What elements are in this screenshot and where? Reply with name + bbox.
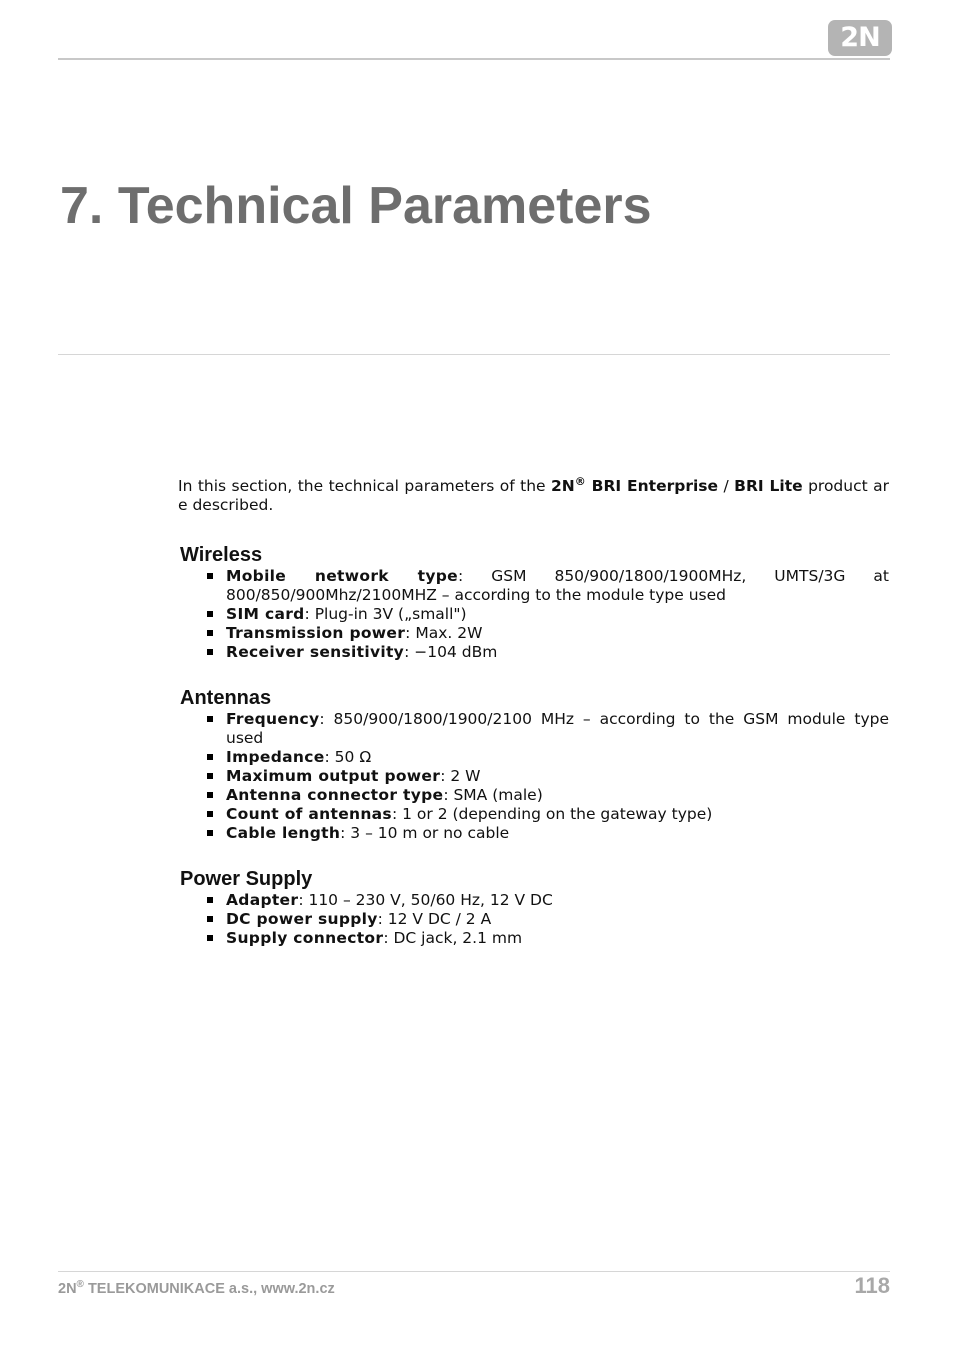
heading-wireless: Wireless [180, 544, 263, 566]
list-item [226, 767, 889, 786]
param-value: : 1 or 2 (depending on the gateway type) [391, 805, 713, 823]
param-value: : 3 – 10 m or no cable [340, 824, 510, 842]
param-name: DC power supply [226, 910, 378, 928]
footer-rule [58, 1271, 890, 1272]
param-value: : Plug-in 3V („small") [304, 605, 467, 623]
param-name: Impedance [226, 748, 325, 766]
list-item [226, 929, 889, 948]
param-name: Maximum output power [226, 767, 441, 785]
list-item [226, 824, 889, 843]
list-item [226, 786, 889, 805]
param-value: : DC jack, 2.1 mm [383, 929, 523, 947]
footer-registered-mark: ® [76, 1279, 84, 1290]
intro-text-after: product are described. [178, 477, 889, 514]
list-item [226, 805, 889, 824]
param-value: : 12 V DC / 2 A [377, 910, 492, 928]
list-item [226, 624, 889, 643]
antennas-list [178, 710, 889, 843]
param-value: : 50 Ω [324, 748, 372, 766]
param-name: Frequency [226, 710, 320, 728]
content [178, 474, 890, 948]
param-name: Count of antennas [226, 805, 392, 823]
footer-company-text: TELEKOMUNIKACE a.s., www.2n.cz [83, 1280, 335, 1297]
list-item [226, 891, 889, 910]
param-name: SIM card [226, 605, 305, 623]
heading-antennas: Antennas [180, 687, 272, 709]
header-rule [58, 58, 890, 60]
list-item [226, 643, 889, 662]
list-item [226, 567, 889, 605]
list-item [226, 748, 889, 767]
list-item [226, 605, 889, 624]
list-item [226, 910, 889, 929]
footer-brand: 2N [58, 1280, 77, 1297]
intro-registered-mark: ® [574, 474, 586, 488]
title-rule [58, 354, 890, 355]
param-name: Antenna connector type [226, 786, 444, 804]
intro-text-before: In this section, the technical parameters of the [178, 477, 551, 495]
heading-power-supply: Power Supply [180, 868, 313, 890]
page-number: 118 [854, 1273, 890, 1298]
param-value: : 110 – 230 V, 50/60 Hz, 12 V DC [298, 891, 553, 909]
param-name: Adapter [226, 891, 299, 909]
param-value: : SMA (male) [443, 786, 543, 804]
param-value: : Max. 2W [405, 624, 483, 642]
param-name: Supply connector [226, 929, 384, 947]
intro-product-enterprise: BRI Enterprise [585, 477, 719, 495]
param-name: Cable length [226, 824, 341, 842]
param-name: Receiver sensitivity [226, 643, 405, 661]
param-value: : 2 W [440, 767, 481, 785]
param-value: : −104 dBm [404, 643, 498, 661]
param-value: : 850/900/1800/1900/2100 MHz – according to the GSM module type used [226, 710, 889, 747]
list-item [226, 710, 889, 748]
intro-separator: / [718, 477, 735, 495]
param-name: Mobile network type [226, 567, 458, 585]
intro-paragraph [178, 474, 889, 515]
param-value: : GSM 850/900/1800/1900MHz, UMTS/3G at 800/850/900Mhz/2100MHZ – according to the module type used [226, 567, 890, 604]
brand-logo: 2N [828, 20, 892, 56]
power-list [178, 891, 889, 948]
intro-product-lite: BRI Lite [734, 477, 803, 495]
param-name: Transmission power [226, 624, 406, 642]
wireless-list [178, 567, 889, 662]
chapter-title: 7. Technical Parameters [60, 177, 652, 235]
footer-company [58, 1279, 335, 1297]
intro-brand: 2N [550, 477, 575, 495]
